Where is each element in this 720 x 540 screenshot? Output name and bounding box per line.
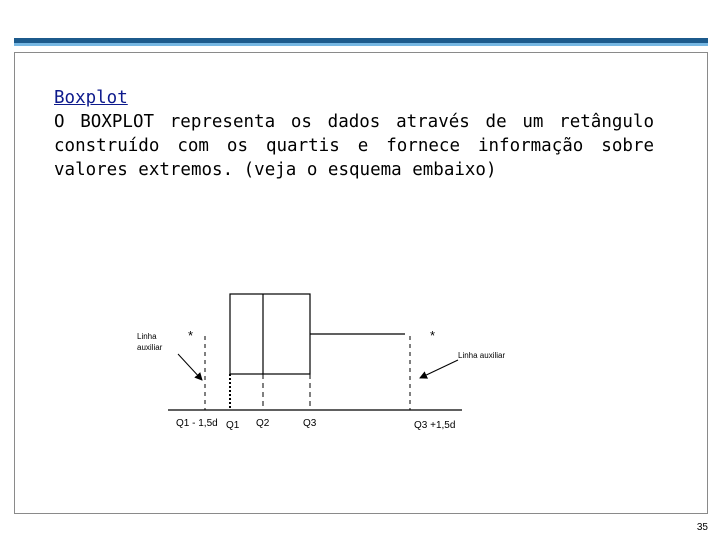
left-aux-label-2: auxiliar bbox=[137, 343, 163, 352]
iqr-box bbox=[230, 294, 310, 374]
right-aux-label: Linha auxiliar bbox=[458, 351, 506, 360]
axis-label-q3: Q3 bbox=[303, 418, 317, 429]
slide-heading: Boxplot bbox=[54, 88, 128, 108]
axis-label-upper-fence: Q3 +1,5d bbox=[414, 420, 456, 431]
right-outlier-mark: * bbox=[430, 328, 436, 343]
page-number: 35 bbox=[696, 522, 708, 533]
axis-label-q1: Q1 bbox=[226, 420, 240, 431]
right-aux-arrow bbox=[420, 360, 458, 378]
axis-label-lower-fence: Q1 - 1,5d bbox=[176, 418, 218, 429]
left-aux-arrow bbox=[178, 354, 202, 380]
left-outlier-mark: * bbox=[188, 328, 194, 343]
left-aux-label-1: Linha bbox=[137, 332, 157, 341]
slide-body: O BOXPLOT representa os dados através de um retângulo construído com os quartis e fornece informação sobre valores extremos. (veja o esquema embaixo) bbox=[54, 112, 654, 180]
axis-label-q2: Q2 bbox=[256, 418, 270, 429]
